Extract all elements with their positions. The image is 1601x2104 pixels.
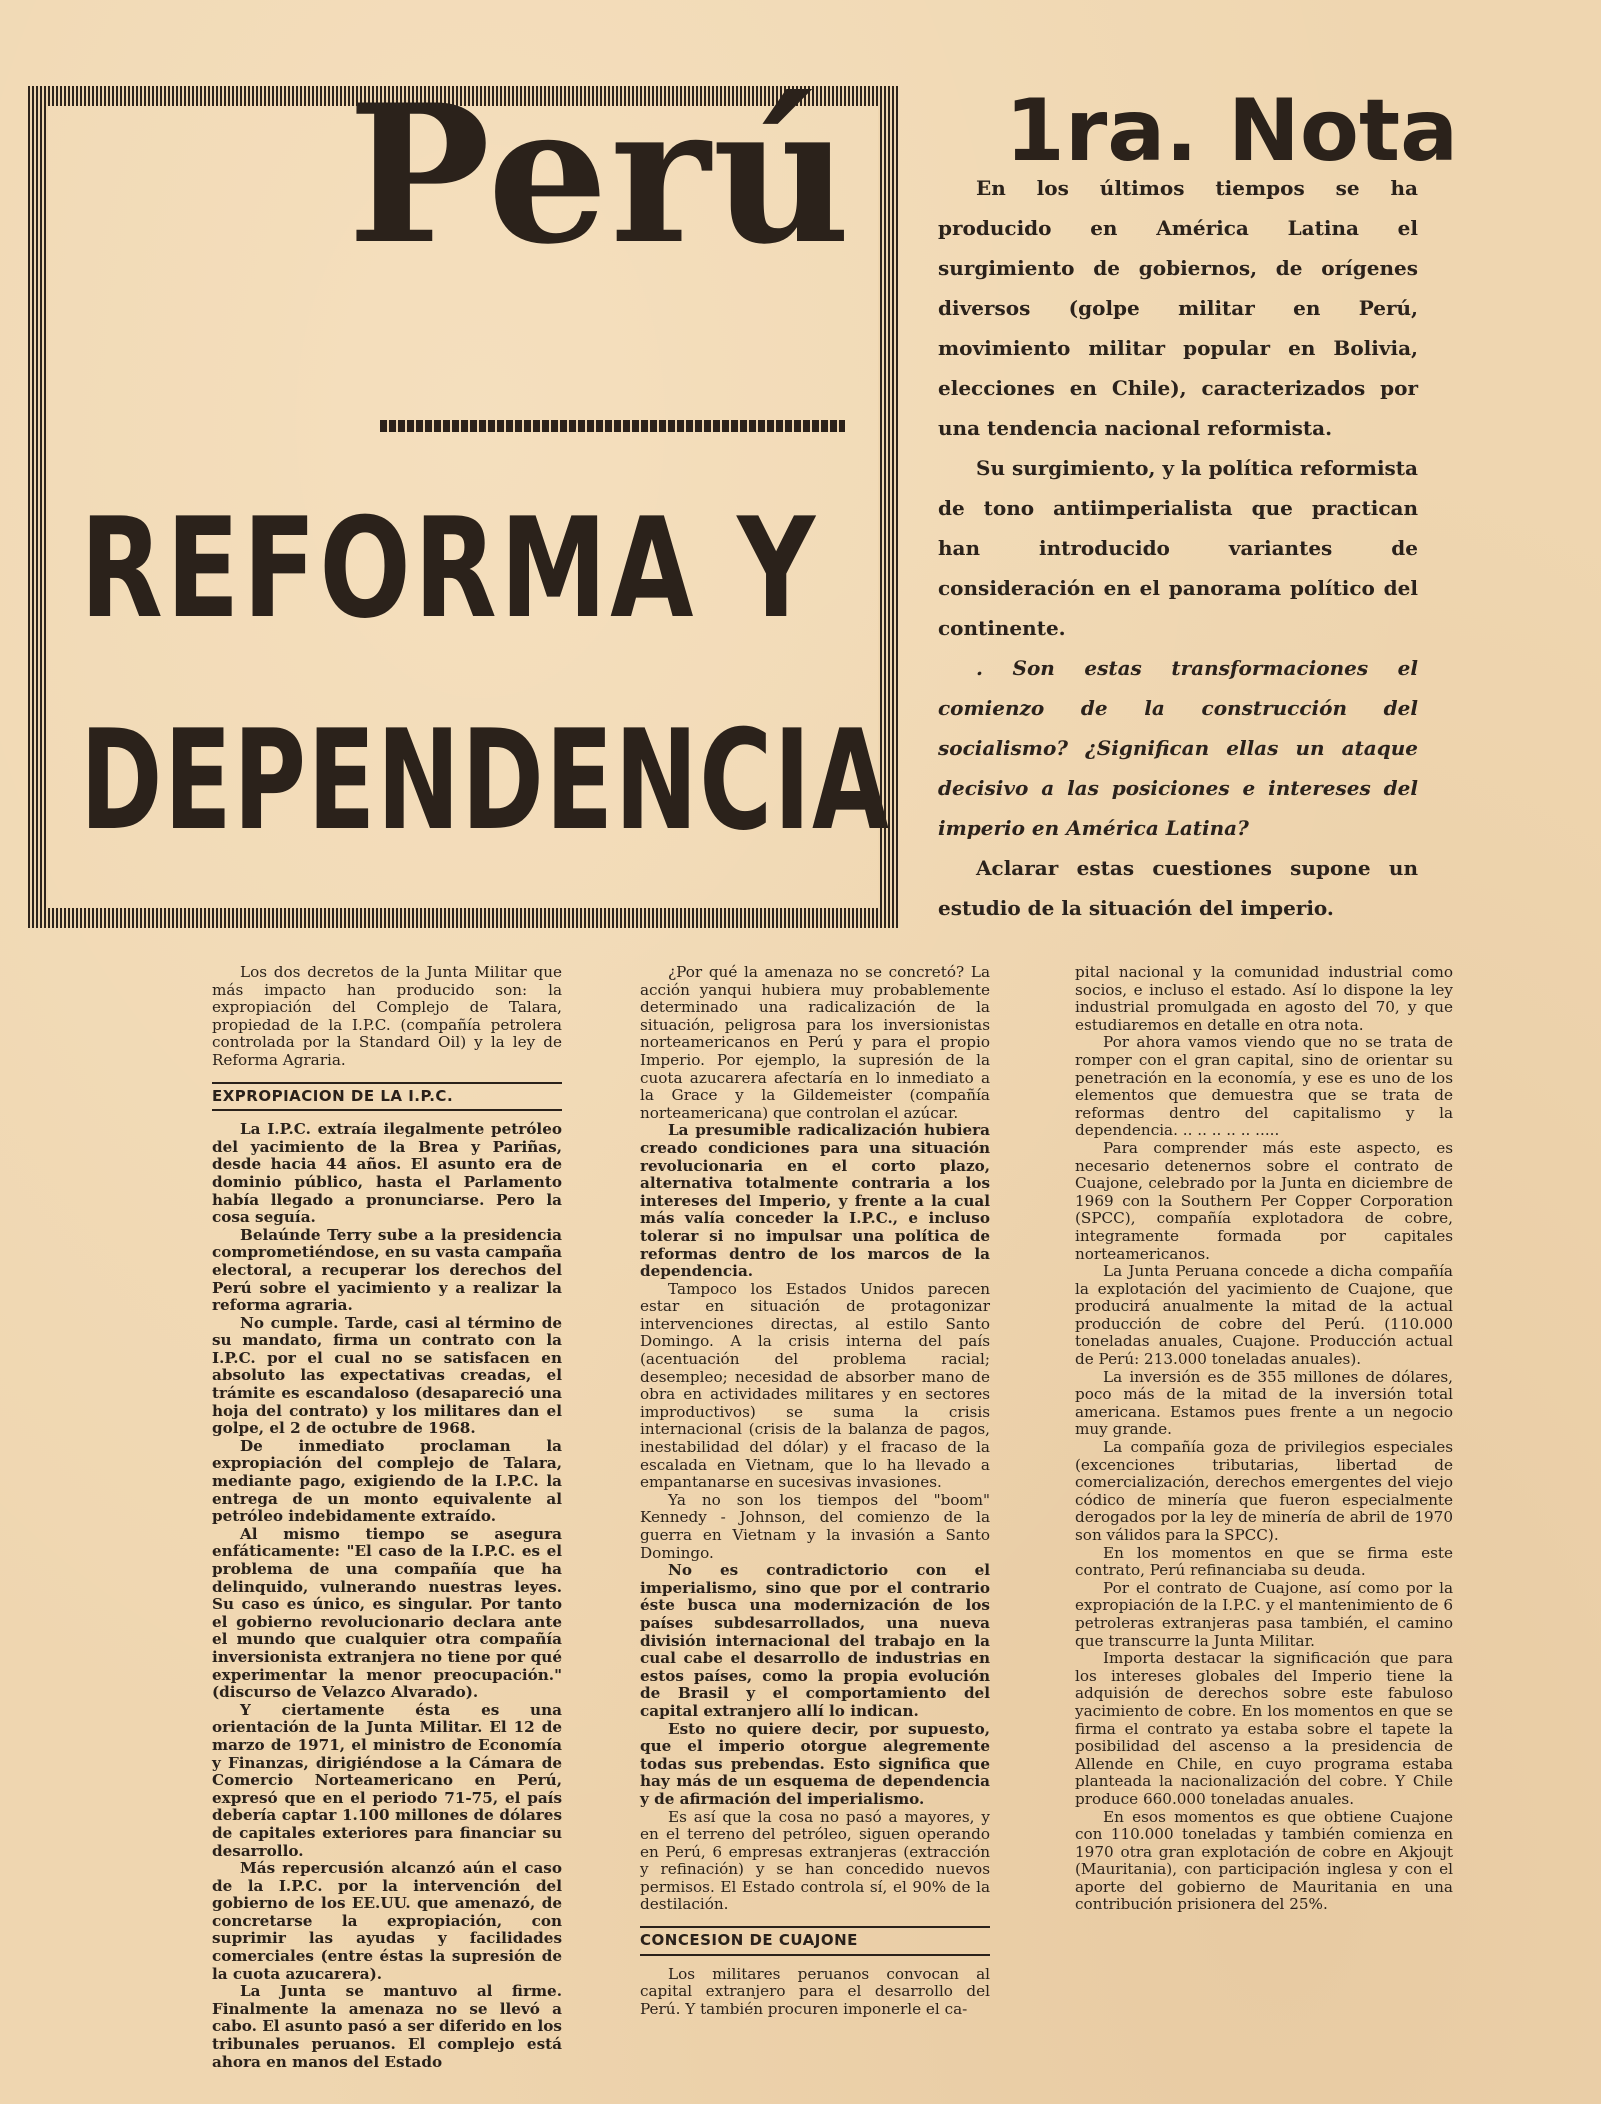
note-paragraph: . Son estas transformaciones el comienzo de la construcción del socialismo? ¿Significan ellas un ataque decisivo a las posiciones e intereses del imperio en América Latina? bbox=[938, 656, 1418, 840]
headline-divider bbox=[380, 420, 845, 432]
section-heading-ipc: EXPROPIACION DE LA I.P.C. bbox=[212, 1082, 562, 1112]
article-paragraph: La presumible radicalización hubiera creado condiciones para una situación revolucionaria en el corto plazo, alternativa totalmente contraria a los intereses del Imperio, y frente a la cual más valía conceder la I.P.C., e incluso tolerar si no impulsar una política de reformas dentro de los marcos de la dependencia. bbox=[640, 1121, 990, 1281]
article-paragraph: Al mismo tiempo se asegura enfáticamente: "El caso de la I.P.C. es el problema de una compañía que ha delinquido, vulnerando nuestras leyes. Su caso es único, es singular. Por tanto el gobierno revolucionario declara ante el mundo que cualquier otra compañía inversionista extranjera no tiene por qué experimentar la menor preocupación." (discurso de Velazco Alvarado). bbox=[212, 1524, 562, 1702]
article-paragraph: Ya no son los tiempos del "boom" Kennedy - Johnson, del comienzo de la guerra en Vietnam y la invasión a Santo Domingo. bbox=[640, 1490, 990, 1562]
note-paragraph: Su surgimiento, y la política reformista de tono antiimperialista que practican han introducido variantes de consideración en el panorama político del continente. bbox=[938, 456, 1418, 640]
article-paragraph: En esos momentos es que obtiene Cuajone con 110.000 toneladas y también comienza en 1970 otra gran explotación de cobre en Akjoujt (Mauritania), con participación inglesa y con el aporte del gobierno de Mauritania en una contribución prisionera del 25%. bbox=[1075, 1807, 1453, 1914]
article-paragraph: Para comprender más este aspecto, es necesario detenernos sobre el contrato de Cuajone, celebrado por la Junta en diciembre de 1969 con la Southern Per Copper Corporation (SPCC), compañía explotadora de cobre, integramente formada por capitales norteamericanos. bbox=[1075, 1138, 1453, 1263]
section-heading-cuajone: CONCESION DE CUAJONE bbox=[640, 1926, 990, 1956]
article-column-3 bbox=[1075, 964, 1453, 1914]
headline-reforma: REFORMA Y bbox=[80, 488, 819, 649]
article-paragraph: De inmediato proclaman la expropiación del complejo de Talara, mediante pago, exigiendo de la I.P.C. la entrega de un monto equivalente al petróleo indebidamente extraído. bbox=[212, 1436, 562, 1526]
article-column-2 bbox=[640, 964, 990, 2018]
article-paragraph: Por el contrato de Cuajone, así como por la expropiación de la I.P.C. y el mantenimiento de 6 petroleras extranjeras pasa también, el camino que transcurre la Junta Militar. bbox=[1075, 1578, 1453, 1650]
note-paragraph: En los últimos tiempos se ha producido en América Latina el surgimiento de gobiernos, de orígenes diversos (golpe militar en Perú, movimiento militar popular en Bolivia, elecciones en Chile), caracterizados por una tendencia nacional reformista. bbox=[938, 176, 1418, 440]
article-paragraph: ¿Por qué la amenaza no se concretó? La acción yanqui hubiera muy probablemente determinado una radicalización de la situación, peligrosa para los inversionistas norteamericanos en Perú y para el propio Imperio. Por ejemplo, la supresión de la cuota azucarera afectaría en lo inmediato a la Grace y la Gildemeister (compañía norteamericana) que controlan el azúcar. bbox=[640, 963, 990, 1122]
article-column-1 bbox=[212, 964, 562, 2071]
article-paragraph: La I.P.C. extraía ilegalmente petróleo del yacimiento de la Brea y Pariñas, desde hacia 44 años. El asunto era de dominio público, hasta el Parlamento había llegado a pronunciarse. Pero la cosa seguía. bbox=[212, 1120, 562, 1227]
article-intro: Los dos decretos de la Junta Militar que más impacto han producido son: la expropiación del Complejo de Talara, propiedad de la I.P.C. (compañía petrolera controlada por la Standard Oil) y la ley de Reforma Agraria. bbox=[212, 963, 562, 1069]
headline-dependencia: DEPENDENCIA bbox=[80, 700, 891, 861]
article-paragraph: La inversión es de 355 millones de dólares, poco más de la mitad de la inversión total americana. Estamos pues frente a un negocio muy grande. bbox=[1075, 1367, 1453, 1439]
article-paragraph: En los momentos en que se firma este contrato, Perú refinanciaba su deuda. bbox=[1075, 1543, 1453, 1580]
headline-peru: Perú bbox=[347, 63, 853, 286]
article-paragraph: Más repercusión alcanzó aún el caso de la I.P.C. por la intervención del gobierno de los EE.UU. que amenazó, de concretarse la expropiación, con suprimir las ayudas y facilidades comerciales (entre éstas la supresión de la cuota azucarera). bbox=[212, 1859, 562, 1983]
article-paragraph: Importa destacar la significación que para los intereses globales del Imperio tiene la adquisión de derechos sobre este fabuloso yacimiento de cobre. En los momentos en que se firma el contrato ya estaba sobre el tapete la posibilidad del ascenso a la presidencia de Allende en Chile, en cuyo programa estaba planteada la nacionalización del cobre. Y Chile produce 660.000 toneladas anuales. bbox=[1075, 1649, 1453, 1808]
intro-note bbox=[938, 168, 1418, 928]
article-paragraph: La Junta Peruana concede a dicha compañía la explotación del yacimiento de Cuajone, que producirá anualmente la mitad de la actual producción de cobre del Perú. (110.000 toneladas anuales, Cuajone. Producción actual de Perú: 213.000 toneladas anuales). bbox=[1075, 1262, 1453, 1369]
article-paragraph: pital nacional y la comunidad industrial como socios, e incluso el estado. Así lo dispone la ley industrial promulgada en agosto del 70, y que estudiaremos en detalle en otra nota. bbox=[1075, 963, 1453, 1034]
article-paragraph: No cumple. Tarde, casi al término de su mandato, firma un contrato con la I.P.C. por el cual no se satisfacen en absoluto las expectativas creadas, el trámite es escandaloso (desapareció una hoja del contrato) y los militares dan el golpe, el 2 de octubre de 1968. bbox=[212, 1313, 562, 1438]
article-paragraph: La compañía goza de privilegios especiales (excenciones tributarias, libertad de comercialización, derechos emergentes del viejo códico de minería que fueron especialmente derogados por la ley de minería de abril de 1970 son válidos para la SPCC). bbox=[1075, 1438, 1453, 1544]
note-title: 1ra. Nota bbox=[1005, 81, 1459, 181]
article-paragraph: Y ciertamente ésta es una orientación de la Junta Militar. El 12 de marzo de 1971, el ministro de Economía y Finanzas, dirigiéndose a la Cámara de Comercio Norteamericano en Perú, expresó que en el periodo 71-75, el país debería captar 1.100 millones de dólares de capitales exteriores para financiar su desarrollo. bbox=[212, 1700, 562, 1860]
note-paragraph: Aclarar estas cuestiones supone un estudio de la situación del imperio. bbox=[938, 856, 1418, 920]
article-paragraph: Los militares peruanos convocan al capital extranjero para el desarrollo del Perú. Y también procuren imponerle el ca- bbox=[640, 1964, 990, 2018]
article-paragraph: Es así que la cosa no pasó a mayores, y en el terreno del petróleo, siguen operando en Perú, 6 empresas extranjeras (extracción y refinación) y se han concedido nuevos permisos. El Estado controla sí, el 90% de la destilación. bbox=[640, 1807, 990, 1914]
article-paragraph: Belaúnde Terry sube a la presidencia comprometiéndose, en su vasta campaña electoral, a recuperar los derechos del Perú sobre el yacimiento y a realizar la reforma agraria. bbox=[212, 1225, 562, 1315]
article-paragraph: No es contradictorio con el imperialismo, sino que por el contrario éste busca una modernización de los países subdesarrollados, una nueva división internacional del trabajo en la cual cabe el desarrollo de industrias en estos países, como la propia evolución de Brasil y el comportamiento del capital extranjero allí lo indican. bbox=[640, 1561, 990, 1720]
article-paragraph: Por ahora vamos viendo que no se trata de romper con el gran capital, sino de orientar su penetración en la economía, y ese es uno de los elementos que demuestra que se trata de reformas dentro del capitalismo y la dependencia. .. .. .. .. .. ..... bbox=[1075, 1033, 1453, 1140]
article-paragraph: Esto no quiere decir, por supuesto, que el imperio otorgue alegremente todas sus prebendas. Esto significa que hay más de un esquema de dependencia y de afirmación del imperialismo. bbox=[640, 1719, 990, 1808]
article-paragraph: Tampoco los Estados Unidos parecen estar en situación de protagonizar intervenciones directas, al estilo Santo Domingo. A la crisis interna del país (acentuación del problema racial; desempleo; necesidad de absorber mano de obra en actividades militares y en sectores improductivos) se suma la crisis internacional (crisis de la balanza de pagos, inestabilidad del dólar) y el fracaso de la escalada en Vietnam, que lo ha llevado a empantanarse en sucesivas invasiones. bbox=[640, 1279, 990, 1492]
article-paragraph: La Junta se mantuvo al firme. Finalmente la amenaza no se llevó a cabo. El asunto pasó a ser diferido en los tribunales peruanos. El complejo está ahora en manos del Estado bbox=[212, 1982, 562, 2071]
